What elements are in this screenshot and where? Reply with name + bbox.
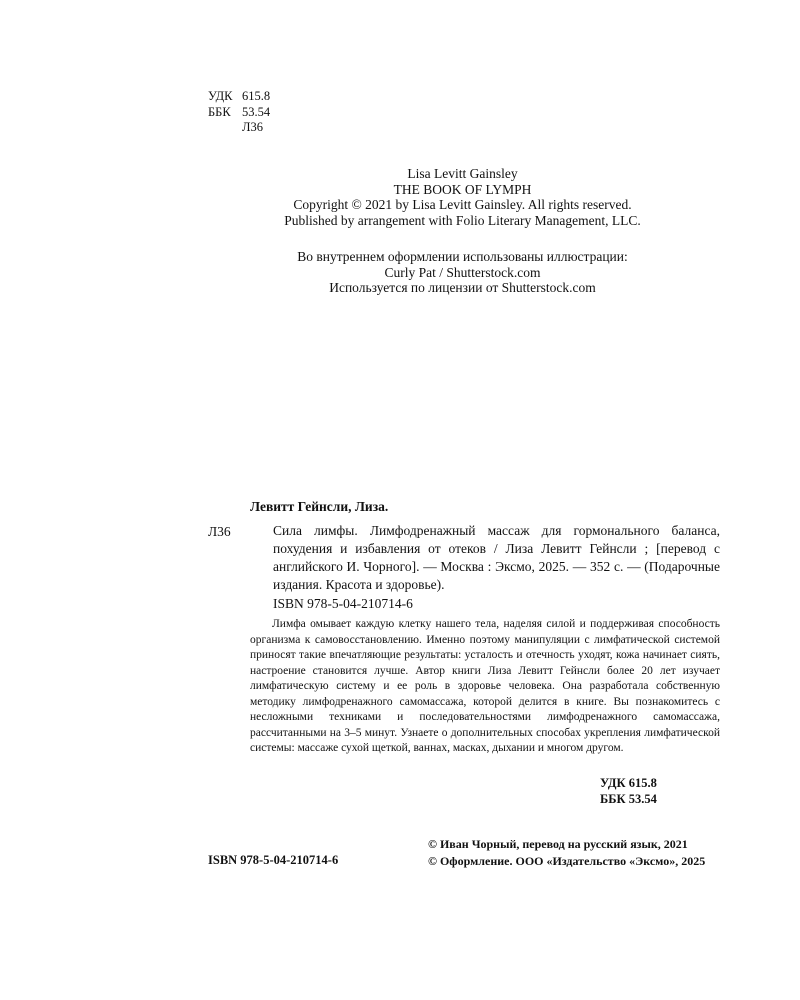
udk-label: УДК — [208, 89, 233, 103]
catalog-code: Л36 — [208, 524, 231, 539]
original-title: THE BOOK OF LYMPH — [393, 181, 532, 197]
bbk-label: ББК — [208, 104, 231, 119]
udk-value: 615.8 — [242, 89, 271, 103]
original-copyright: Copyright © 2021 by Lisa Levitt Gainsley. All rights reserved. — [293, 197, 632, 212]
original-author: Lisa Levitt Gainsley — [407, 166, 518, 181]
footer-isbn: ISBN 978-5-04-210714-6 — [208, 853, 339, 867]
illustrations-credit — [0, 249, 800, 296]
catalog-author-heading: Левитт Гейнсли, Лиза. — [250, 499, 389, 514]
udk-bottom: УДК 615.8 — [600, 776, 657, 790]
bbk-value: 53.54 — [242, 104, 271, 119]
illustrations-line-1: Во внутреннем оформлении использованы иллюстрации: — [297, 249, 628, 264]
footer-copyrights — [428, 836, 705, 870]
copyright-design: © Оформление. ООО «Издательство «Эксмо», 2025 — [428, 854, 706, 868]
catalog-isbn: ISBN 978-5-04-210714-6 — [273, 596, 413, 611]
original-edition-block — [0, 166, 800, 228]
illustrations-line-3: Используется по лицензии от Shutterstock.com — [329, 280, 596, 295]
catalog-classification-bottom — [600, 775, 710, 807]
illustrations-line-2: Curly Pat / Shutterstock.com — [384, 264, 541, 280]
author-mark: Л36 — [242, 120, 263, 134]
classification-codes — [208, 89, 270, 136]
copyright-translation: © Иван Чорный, перевод на русский язык, 2021 — [428, 837, 688, 851]
original-arrangement: Published by arrangement with Folio Literary Management, LLC. — [284, 212, 641, 228]
catalog-abstract: Лимфа омывает каждую клетку нашего тела, наделяя силой и поддерживая способность организма к самовосстановлению. Именно поэтому манипуляции с лимфатической системой приносят такие впечатляющие результаты: усталость и отечность уходят, кожа начинает сиять, настроение становится лучше. Автор книги Лиза Левитт Гейнсли более 20 лет изучает лимфатическую систему и ее роль в здоровье человека. Она разработала собственную методику лимфодренажного самомассажа, которой делится в книге. Вы познакомитесь с несложными техниками и последовательностями лимфодренажного самомассажа, рассчитанными на 3–5 минут. Узнаете о дополнительных способах укрепления лимфатической системы: массаже сухой щеткой, ваннах, масках, дыхании и многом другом. — [250, 618, 720, 754]
bbk-bottom: ББК 53.54 — [600, 792, 657, 806]
catalog-description: Сила лимфы. Лимфодренажный массаж для гормонального баланса, похудения и избавления от отеков / Лиза Левитт Гейнсли ; [перевод с английского И. Чорного]. — Москва : Эксмо, 2025. — 352 с. — (Подарочные издания. Красота и здоровье). — [273, 523, 720, 592]
